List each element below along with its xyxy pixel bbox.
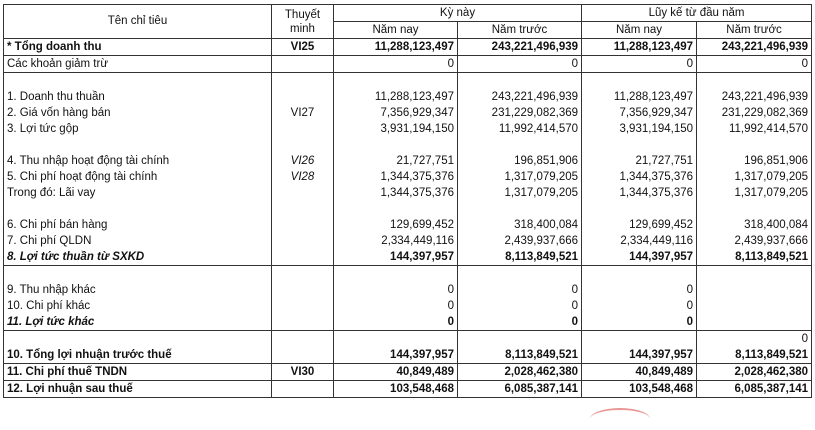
row-label: 1. Doanh thu thuần <box>4 89 272 105</box>
row-ytd-current <box>582 331 697 348</box>
row-ytd-previous: 243,221,496,939 <box>697 39 812 56</box>
row-note <box>272 137 334 153</box>
row-ytd-previous: 6,085,387,141 <box>697 381 812 398</box>
row-ytd-current: 0 <box>582 282 697 298</box>
row-current: 144,397,957 <box>334 249 458 266</box>
table-row <box>4 121 812 137</box>
row-previous: 0 <box>458 298 582 314</box>
row-current: 2,334,449,116 <box>334 233 458 249</box>
row-ytd-current: 11,288,123,497 <box>582 89 697 105</box>
table-row <box>4 298 812 314</box>
row-label: 10. Chi phí khác <box>4 298 272 314</box>
table-row <box>4 282 812 298</box>
table-row <box>4 185 812 201</box>
row-note <box>272 217 334 233</box>
row-label: 12. Lợi nhuận sau thuế <box>4 381 272 398</box>
row-previous: 1,317,079,205 <box>458 185 582 201</box>
table-row <box>4 89 812 105</box>
row-ytd-current: 21,727,751 <box>582 153 697 169</box>
row-note <box>272 73 334 90</box>
row-ytd-current <box>582 266 697 283</box>
row-ytd-current: 103,548,468 <box>582 381 697 398</box>
row-note: VI26 <box>272 153 334 169</box>
row-current: 0 <box>334 282 458 298</box>
row-ytd-current <box>582 201 697 217</box>
table-row <box>4 153 812 169</box>
row-ytd-previous <box>697 298 812 314</box>
row-note <box>272 331 334 348</box>
row-current: 129,699,452 <box>334 217 458 233</box>
table-row <box>4 364 812 381</box>
row-previous: 243,221,496,939 <box>458 39 582 56</box>
row-label <box>4 266 272 283</box>
row-label: 7. Chi phí QLDN <box>4 233 272 249</box>
row-label: 9. Thu nhập khác <box>4 282 272 298</box>
row-previous: 8,113,849,521 <box>458 249 582 266</box>
row-label: 8. Lợi tức thuần từ SXKD <box>4 249 272 266</box>
header-name: Tên chỉ tiêu <box>4 5 272 39</box>
row-ytd-previous <box>697 282 812 298</box>
row-label: 10. Tổng lợi nhuận trước thuế <box>4 347 272 364</box>
row-current: 0 <box>334 298 458 314</box>
row-label: 4. Thu nhập hoạt động tài chính <box>4 153 272 169</box>
row-ytd-current: 7,356,929,347 <box>582 105 697 121</box>
row-label: 5. Chi phí hoạt động tài chính <box>4 169 272 185</box>
row-previous: 231,229,082,369 <box>458 105 582 121</box>
row-ytd-previous: 8,113,849,521 <box>697 249 812 266</box>
row-note <box>272 381 334 398</box>
row-label: Trong đó: Lãi vay <box>4 185 272 201</box>
row-note <box>272 56 334 73</box>
row-note <box>272 347 334 364</box>
row-ytd-current: 129,699,452 <box>582 217 697 233</box>
stamp-edge <box>590 408 650 430</box>
row-note <box>272 282 334 298</box>
row-ytd-current: 1,344,375,376 <box>582 169 697 185</box>
row-ytd-previous: 1,317,079,205 <box>697 185 812 201</box>
row-previous: 2,028,462,380 <box>458 364 582 381</box>
row-ytd-previous: 8,113,849,521 <box>697 347 812 364</box>
table-row <box>4 201 812 217</box>
row-label: * Tổng doanh thu <box>4 39 272 56</box>
header-period: Kỳ này <box>334 5 582 22</box>
row-ytd-current: 0 <box>582 298 697 314</box>
row-label <box>4 201 272 217</box>
row-label: 11. Lợi tức khác <box>4 314 272 331</box>
row-ytd-current <box>582 73 697 90</box>
row-ytd-current: 40,849,489 <box>582 364 697 381</box>
row-previous <box>458 137 582 153</box>
row-current: 11,288,123,497 <box>334 39 458 56</box>
row-note <box>272 89 334 105</box>
table-row <box>4 105 812 121</box>
row-previous: 0 <box>458 56 582 73</box>
row-ytd-current: 144,397,957 <box>582 347 697 364</box>
row-current <box>334 73 458 90</box>
table-row <box>4 331 812 348</box>
row-current <box>334 137 458 153</box>
table-row <box>4 249 812 266</box>
row-previous: 2,439,937,666 <box>458 233 582 249</box>
row-current: 21,727,751 <box>334 153 458 169</box>
table-row <box>4 347 812 364</box>
row-previous: 1,317,079,205 <box>458 169 582 185</box>
row-previous: 318,400,084 <box>458 217 582 233</box>
row-note <box>272 266 334 283</box>
row-ytd-previous: 196,851,906 <box>697 153 812 169</box>
row-ytd-current: 0 <box>582 56 697 73</box>
row-note <box>272 121 334 137</box>
row-note <box>272 233 334 249</box>
table-row <box>4 233 812 249</box>
row-note <box>272 314 334 331</box>
row-previous: 6,085,387,141 <box>458 381 582 398</box>
row-ytd-previous <box>697 73 812 90</box>
row-label: 11. Chi phí thuế TNDN <box>4 364 272 381</box>
row-ytd-previous: 2,028,462,380 <box>697 364 812 381</box>
row-current <box>334 266 458 283</box>
income-statement-table <box>3 4 812 398</box>
row-ytd-previous: 243,221,496,939 <box>697 89 812 105</box>
row-previous: 11,992,414,570 <box>458 121 582 137</box>
header-ytd-last-year: Năm trước <box>697 22 812 39</box>
table-row <box>4 169 812 185</box>
row-current <box>334 331 458 348</box>
table-row <box>4 381 812 398</box>
table-row <box>4 314 812 331</box>
row-previous <box>458 266 582 283</box>
row-previous <box>458 331 582 348</box>
row-current: 11,288,123,497 <box>334 89 458 105</box>
row-ytd-previous: 0 <box>697 56 812 73</box>
row-note <box>272 298 334 314</box>
row-label <box>4 73 272 90</box>
row-current: 103,548,468 <box>334 381 458 398</box>
row-ytd-previous: 318,400,084 <box>697 217 812 233</box>
row-ytd-current: 1,344,375,376 <box>582 185 697 201</box>
header-period-this-year: Năm nay <box>334 22 458 39</box>
row-note: VI25 <box>272 39 334 56</box>
row-note: VI27 <box>272 105 334 121</box>
table-row <box>4 39 812 56</box>
row-label: Các khoản giảm trừ <box>4 56 272 73</box>
row-current: 0 <box>334 314 458 331</box>
row-ytd-current: 3,931,194,150 <box>582 121 697 137</box>
row-ytd-previous: 0 <box>697 331 812 348</box>
row-ytd-previous: 1,317,079,205 <box>697 169 812 185</box>
row-ytd-current: 11,288,123,497 <box>582 39 697 56</box>
table-row <box>4 137 812 153</box>
row-current: 0 <box>334 56 458 73</box>
row-note <box>272 185 334 201</box>
row-ytd-previous <box>697 314 812 331</box>
table-row <box>4 217 812 233</box>
row-ytd-previous: 11,992,414,570 <box>697 121 812 137</box>
row-current: 144,397,957 <box>334 347 458 364</box>
header-ytd-this-year: Năm nay <box>582 22 697 39</box>
row-ytd-current: 0 <box>582 314 697 331</box>
row-ytd-current: 144,397,957 <box>582 249 697 266</box>
row-label: 6. Chi phí bán hàng <box>4 217 272 233</box>
row-label: 2. Giá vốn hàng bán <box>4 105 272 121</box>
table-row <box>4 266 812 283</box>
row-current: 1,344,375,376 <box>334 169 458 185</box>
row-ytd-previous <box>697 137 812 153</box>
table-row <box>4 73 812 90</box>
row-current: 40,849,489 <box>334 364 458 381</box>
header-period-last-year: Năm trước <box>458 22 582 39</box>
row-previous: 8,113,849,521 <box>458 347 582 364</box>
row-ytd-previous <box>697 266 812 283</box>
row-previous: 0 <box>458 282 582 298</box>
row-label: 3. Lợi tức gộp <box>4 121 272 137</box>
row-ytd-previous <box>697 201 812 217</box>
row-ytd-current: 2,334,449,116 <box>582 233 697 249</box>
row-previous: 0 <box>458 314 582 331</box>
row-note <box>272 249 334 266</box>
header-ytd: Lũy kế từ đầu năm <box>582 5 812 22</box>
row-previous <box>458 73 582 90</box>
row-current: 7,356,929,347 <box>334 105 458 121</box>
header-note: Thuyết minh <box>272 5 334 39</box>
table-row <box>4 56 812 73</box>
row-ytd-previous: 2,439,937,666 <box>697 233 812 249</box>
row-previous: 196,851,906 <box>458 153 582 169</box>
row-current: 1,344,375,376 <box>334 185 458 201</box>
row-current <box>334 201 458 217</box>
row-ytd-previous: 231,229,082,369 <box>697 105 812 121</box>
row-current: 3,931,194,150 <box>334 121 458 137</box>
row-previous: 243,221,496,939 <box>458 89 582 105</box>
row-previous <box>458 201 582 217</box>
row-ytd-current <box>582 137 697 153</box>
row-note <box>272 201 334 217</box>
row-note: VI30 <box>272 364 334 381</box>
row-label <box>4 331 272 348</box>
row-note: VI28 <box>272 169 334 185</box>
row-label <box>4 137 272 153</box>
